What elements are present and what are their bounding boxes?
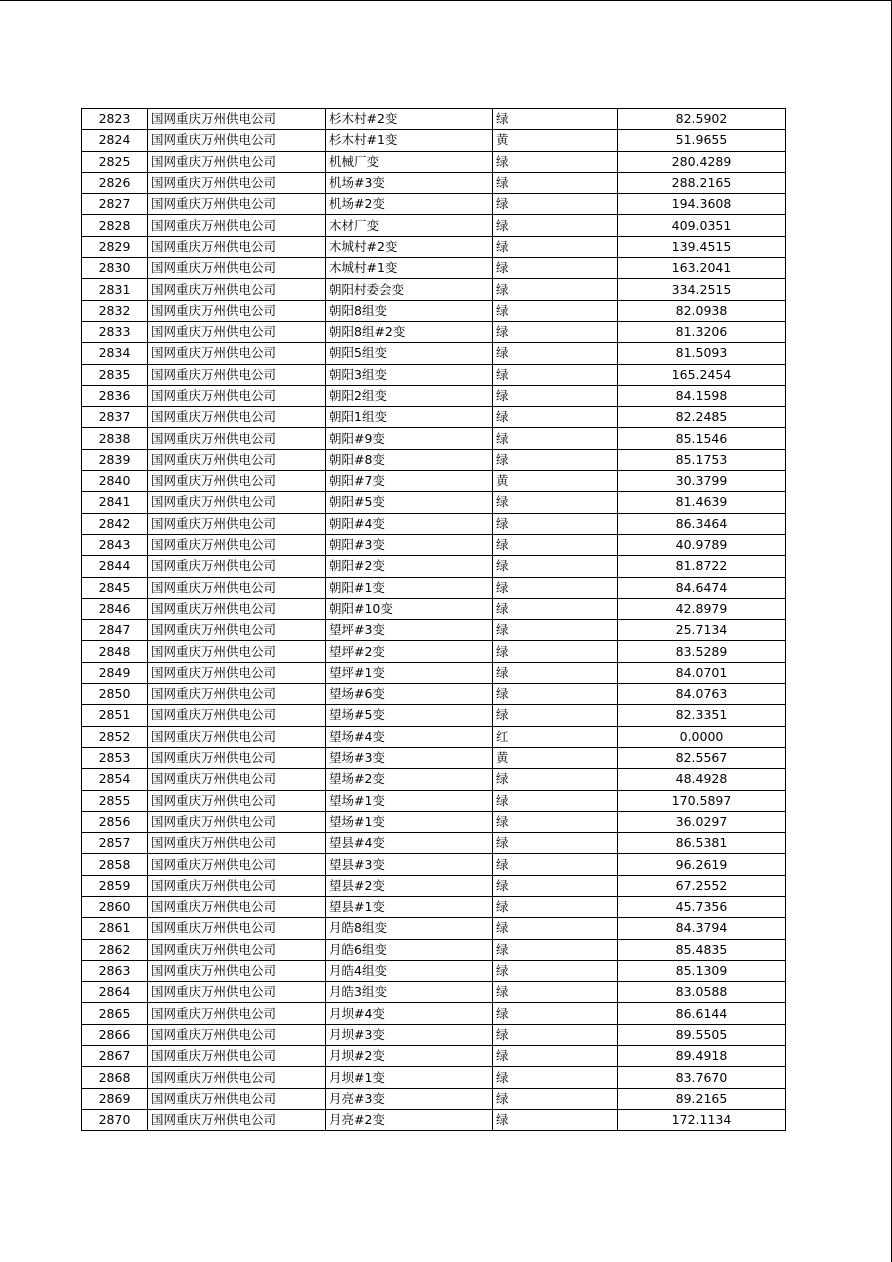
table-row — [82, 705, 786, 726]
table-row — [82, 769, 786, 790]
value-cell: 89.2165 — [618, 1088, 786, 1109]
status-cell: 绿 — [493, 1024, 618, 1045]
transformer-table — [81, 108, 786, 1131]
company-cell: 国网重庆万州供电公司 — [148, 449, 326, 470]
company-cell: 国网重庆万州供电公司 — [148, 896, 326, 917]
company-cell: 国网重庆万州供电公司 — [148, 194, 326, 215]
transformer-name-cell: 朝阳8组变 — [326, 300, 493, 321]
transformer-name-cell: 朝阳#10变 — [326, 598, 493, 619]
row-number-cell: 2824 — [82, 130, 148, 151]
table-row — [82, 982, 786, 1003]
table-row — [82, 1088, 786, 1109]
table-row — [82, 854, 786, 875]
transformer-name-cell: 望坪#1变 — [326, 662, 493, 683]
transformer-name-cell: 望场#2变 — [326, 769, 493, 790]
row-number-cell: 2853 — [82, 747, 148, 768]
status-cell: 绿 — [493, 428, 618, 449]
company-cell: 国网重庆万州供电公司 — [148, 684, 326, 705]
row-number-cell: 2859 — [82, 875, 148, 896]
row-number-cell: 2831 — [82, 279, 148, 300]
status-cell: 绿 — [493, 705, 618, 726]
status-cell: 绿 — [493, 236, 618, 257]
value-cell: 85.1309 — [618, 960, 786, 981]
table-row — [82, 343, 786, 364]
status-cell: 绿 — [493, 1109, 618, 1130]
company-cell: 国网重庆万州供电公司 — [148, 1088, 326, 1109]
transformer-name-cell: 朝阳#2变 — [326, 556, 493, 577]
company-cell: 国网重庆万州供电公司 — [148, 854, 326, 875]
status-cell: 绿 — [493, 321, 618, 342]
company-cell: 国网重庆万州供电公司 — [148, 1024, 326, 1045]
status-cell: 绿 — [493, 279, 618, 300]
row-number-cell: 2870 — [82, 1109, 148, 1130]
row-number-cell: 2861 — [82, 918, 148, 939]
transformer-name-cell: 朝阳#5变 — [326, 492, 493, 513]
company-cell: 国网重庆万州供电公司 — [148, 790, 326, 811]
status-cell: 绿 — [493, 854, 618, 875]
company-cell: 国网重庆万州供电公司 — [148, 577, 326, 598]
table-row — [82, 556, 786, 577]
company-cell: 国网重庆万州供电公司 — [148, 833, 326, 854]
row-number-cell: 2834 — [82, 343, 148, 364]
table-row — [82, 130, 786, 151]
transformer-name-cell: 机场#2变 — [326, 194, 493, 215]
transformer-name-cell: 望场#1变 — [326, 811, 493, 832]
value-cell: 85.1753 — [618, 449, 786, 470]
status-cell: 红 — [493, 726, 618, 747]
company-cell: 国网重庆万州供电公司 — [148, 641, 326, 662]
status-cell: 绿 — [493, 598, 618, 619]
row-number-cell: 2868 — [82, 1067, 148, 1088]
row-number-cell: 2851 — [82, 705, 148, 726]
value-cell: 82.5567 — [618, 747, 786, 768]
value-cell: 194.3608 — [618, 194, 786, 215]
status-cell: 绿 — [493, 364, 618, 385]
table-row — [82, 215, 786, 236]
value-cell: 85.4835 — [618, 939, 786, 960]
value-cell: 96.2619 — [618, 854, 786, 875]
transformer-name-cell: 朝阳5组变 — [326, 343, 493, 364]
transformer-name-cell: 月坝#1变 — [326, 1067, 493, 1088]
company-cell: 国网重庆万州供电公司 — [148, 364, 326, 385]
row-number-cell: 2850 — [82, 684, 148, 705]
value-cell: 89.4918 — [618, 1046, 786, 1067]
value-cell: 84.3794 — [618, 918, 786, 939]
row-number-cell: 2854 — [82, 769, 148, 790]
transformer-name-cell: 望场#1变 — [326, 790, 493, 811]
status-cell: 绿 — [493, 172, 618, 193]
company-cell: 国网重庆万州供电公司 — [148, 1109, 326, 1130]
table-row — [82, 513, 786, 534]
transformer-name-cell: 朝阳#7变 — [326, 471, 493, 492]
value-cell: 81.5093 — [618, 343, 786, 364]
company-cell: 国网重庆万州供电公司 — [148, 321, 326, 342]
status-cell: 绿 — [493, 215, 618, 236]
status-cell: 黄 — [493, 471, 618, 492]
table-row — [82, 684, 786, 705]
status-cell: 绿 — [493, 492, 618, 513]
value-cell: 86.5381 — [618, 833, 786, 854]
status-cell: 绿 — [493, 258, 618, 279]
status-cell: 绿 — [493, 407, 618, 428]
table-row — [82, 960, 786, 981]
table-row — [82, 875, 786, 896]
transformer-name-cell: 望场#6变 — [326, 684, 493, 705]
transformer-name-cell: 月坝#3变 — [326, 1024, 493, 1045]
value-cell: 165.2454 — [618, 364, 786, 385]
table-row — [82, 939, 786, 960]
status-cell: 绿 — [493, 833, 618, 854]
row-number-cell: 2869 — [82, 1088, 148, 1109]
row-number-cell: 2836 — [82, 385, 148, 406]
value-cell: 83.7670 — [618, 1067, 786, 1088]
company-cell: 国网重庆万州供电公司 — [148, 960, 326, 981]
company-cell: 国网重庆万州供电公司 — [148, 705, 326, 726]
company-cell: 国网重庆万州供电公司 — [148, 875, 326, 896]
row-number-cell: 2856 — [82, 811, 148, 832]
table-row — [82, 1046, 786, 1067]
table-row — [82, 1067, 786, 1088]
table-row — [82, 172, 786, 193]
transformer-name-cell: 木城村#1变 — [326, 258, 493, 279]
status-cell: 绿 — [493, 1088, 618, 1109]
value-cell: 82.5902 — [618, 109, 786, 130]
page-top-border — [0, 0, 892, 1]
row-number-cell: 2830 — [82, 258, 148, 279]
row-number-cell: 2832 — [82, 300, 148, 321]
value-cell: 172.1134 — [618, 1109, 786, 1130]
transformer-name-cell: 机场#3变 — [326, 172, 493, 193]
status-cell: 绿 — [493, 109, 618, 130]
table-row — [82, 1109, 786, 1130]
status-cell: 绿 — [493, 790, 618, 811]
status-cell: 绿 — [493, 577, 618, 598]
status-cell: 绿 — [493, 641, 618, 662]
transformer-name-cell: 月坝#2变 — [326, 1046, 493, 1067]
transformer-name-cell: 木材厂变 — [326, 215, 493, 236]
table-body — [82, 109, 786, 1131]
status-cell: 绿 — [493, 918, 618, 939]
table-row — [82, 194, 786, 215]
table-row — [82, 641, 786, 662]
row-number-cell: 2826 — [82, 172, 148, 193]
transformer-name-cell: 望县#4变 — [326, 833, 493, 854]
row-number-cell: 2841 — [82, 492, 148, 513]
value-cell: 36.0297 — [618, 811, 786, 832]
row-number-cell: 2846 — [82, 598, 148, 619]
company-cell: 国网重庆万州供电公司 — [148, 236, 326, 257]
table-row — [82, 258, 786, 279]
value-cell: 139.4515 — [618, 236, 786, 257]
status-cell: 绿 — [493, 556, 618, 577]
row-number-cell: 2838 — [82, 428, 148, 449]
value-cell: 81.4639 — [618, 492, 786, 513]
row-number-cell: 2837 — [82, 407, 148, 428]
status-cell: 绿 — [493, 960, 618, 981]
transformer-name-cell: 机械厂变 — [326, 151, 493, 172]
company-cell: 国网重庆万州供电公司 — [148, 109, 326, 130]
company-cell: 国网重庆万州供电公司 — [148, 428, 326, 449]
value-cell: 84.6474 — [618, 577, 786, 598]
status-cell: 绿 — [493, 385, 618, 406]
transformer-name-cell: 月坝#4变 — [326, 1003, 493, 1024]
row-number-cell: 2829 — [82, 236, 148, 257]
table-row — [82, 279, 786, 300]
value-cell: 409.0351 — [618, 215, 786, 236]
value-cell: 86.3464 — [618, 513, 786, 534]
row-number-cell: 2840 — [82, 471, 148, 492]
status-cell: 绿 — [493, 1046, 618, 1067]
status-cell: 绿 — [493, 684, 618, 705]
table-row — [82, 747, 786, 768]
company-cell: 国网重庆万州供电公司 — [148, 918, 326, 939]
value-cell: 30.3799 — [618, 471, 786, 492]
transformer-name-cell: 望县#3变 — [326, 854, 493, 875]
transformer-name-cell: 朝阳3组变 — [326, 364, 493, 385]
value-cell: 89.5505 — [618, 1024, 786, 1045]
table-row — [82, 1003, 786, 1024]
status-cell: 绿 — [493, 513, 618, 534]
value-cell: 83.0588 — [618, 982, 786, 1003]
company-cell: 国网重庆万州供电公司 — [148, 939, 326, 960]
value-cell: 40.9789 — [618, 534, 786, 555]
company-cell: 国网重庆万州供电公司 — [148, 598, 326, 619]
value-cell: 82.2485 — [618, 407, 786, 428]
status-cell: 绿 — [493, 982, 618, 1003]
value-cell: 82.0938 — [618, 300, 786, 321]
transformer-name-cell: 月皓4组变 — [326, 960, 493, 981]
row-number-cell: 2827 — [82, 194, 148, 215]
table-row — [82, 833, 786, 854]
company-cell: 国网重庆万州供电公司 — [148, 726, 326, 747]
company-cell: 国网重庆万州供电公司 — [148, 1003, 326, 1024]
value-cell: 84.0701 — [618, 662, 786, 683]
company-cell: 国网重庆万州供电公司 — [148, 385, 326, 406]
transformer-name-cell: 望场#5变 — [326, 705, 493, 726]
table-row — [82, 896, 786, 917]
table-row — [82, 407, 786, 428]
transformer-name-cell: 望坪#3变 — [326, 620, 493, 641]
value-cell: 0.0000 — [618, 726, 786, 747]
transformer-name-cell: 朝阳#9变 — [326, 428, 493, 449]
table-row — [82, 151, 786, 172]
table-row — [82, 300, 786, 321]
value-cell: 25.7134 — [618, 620, 786, 641]
company-cell: 国网重庆万州供电公司 — [148, 811, 326, 832]
status-cell: 绿 — [493, 449, 618, 470]
status-cell: 绿 — [493, 896, 618, 917]
row-number-cell: 2852 — [82, 726, 148, 747]
transformer-name-cell: 杉木村#2变 — [326, 109, 493, 130]
status-cell: 黄 — [493, 747, 618, 768]
row-number-cell: 2844 — [82, 556, 148, 577]
transformer-name-cell: 朝阳#1变 — [326, 577, 493, 598]
transformer-name-cell: 望坪#2变 — [326, 641, 493, 662]
table-row — [82, 236, 786, 257]
table-row — [82, 662, 786, 683]
value-cell: 280.4289 — [618, 151, 786, 172]
value-cell: 84.1598 — [618, 385, 786, 406]
row-number-cell: 2835 — [82, 364, 148, 385]
row-number-cell: 2858 — [82, 854, 148, 875]
transformer-name-cell: 朝阳村委会变 — [326, 279, 493, 300]
status-cell: 绿 — [493, 875, 618, 896]
value-cell: 84.0763 — [618, 684, 786, 705]
row-number-cell: 2860 — [82, 896, 148, 917]
row-number-cell: 2866 — [82, 1024, 148, 1045]
status-cell: 绿 — [493, 194, 618, 215]
row-number-cell: 2863 — [82, 960, 148, 981]
row-number-cell: 2849 — [82, 662, 148, 683]
transformer-name-cell: 月皓8组变 — [326, 918, 493, 939]
company-cell: 国网重庆万州供电公司 — [148, 492, 326, 513]
row-number-cell: 2823 — [82, 109, 148, 130]
value-cell: 82.3351 — [618, 705, 786, 726]
table-row — [82, 471, 786, 492]
company-cell: 国网重庆万州供电公司 — [148, 1046, 326, 1067]
row-number-cell: 2848 — [82, 641, 148, 662]
status-cell: 绿 — [493, 769, 618, 790]
status-cell: 绿 — [493, 343, 618, 364]
table-row — [82, 598, 786, 619]
value-cell: 334.2515 — [618, 279, 786, 300]
company-cell: 国网重庆万州供电公司 — [148, 1067, 326, 1088]
status-cell: 绿 — [493, 1003, 618, 1024]
transformer-name-cell: 望场#4变 — [326, 726, 493, 747]
table-row — [82, 918, 786, 939]
table-row — [82, 726, 786, 747]
row-number-cell: 2864 — [82, 982, 148, 1003]
transformer-name-cell: 月皓3组变 — [326, 982, 493, 1003]
company-cell: 国网重庆万州供电公司 — [148, 471, 326, 492]
status-cell: 绿 — [493, 939, 618, 960]
row-number-cell: 2833 — [82, 321, 148, 342]
value-cell: 85.1546 — [618, 428, 786, 449]
value-cell: 83.5289 — [618, 641, 786, 662]
transformer-name-cell: 朝阳2组变 — [326, 385, 493, 406]
value-cell: 86.6144 — [618, 1003, 786, 1024]
table-row — [82, 811, 786, 832]
row-number-cell: 2828 — [82, 215, 148, 236]
transformer-name-cell: 杉木村#1变 — [326, 130, 493, 151]
status-cell: 绿 — [493, 300, 618, 321]
company-cell: 国网重庆万州供电公司 — [148, 172, 326, 193]
company-cell: 国网重庆万州供电公司 — [148, 343, 326, 364]
row-number-cell: 2855 — [82, 790, 148, 811]
row-number-cell: 2862 — [82, 939, 148, 960]
value-cell: 48.4928 — [618, 769, 786, 790]
company-cell: 国网重庆万州供电公司 — [148, 769, 326, 790]
table-row — [82, 620, 786, 641]
row-number-cell: 2847 — [82, 620, 148, 641]
value-cell: 51.9655 — [618, 130, 786, 151]
row-number-cell: 2857 — [82, 833, 148, 854]
table-row — [82, 109, 786, 130]
table-row — [82, 1024, 786, 1045]
status-cell: 绿 — [493, 1067, 618, 1088]
company-cell: 国网重庆万州供电公司 — [148, 747, 326, 768]
value-cell: 81.8722 — [618, 556, 786, 577]
company-cell: 国网重庆万州供电公司 — [148, 258, 326, 279]
company-cell: 国网重庆万州供电公司 — [148, 620, 326, 641]
transformer-name-cell: 朝阳1组变 — [326, 407, 493, 428]
transformer-name-cell: 望县#2变 — [326, 875, 493, 896]
value-cell: 42.8979 — [618, 598, 786, 619]
row-number-cell: 2843 — [82, 534, 148, 555]
value-cell: 163.2041 — [618, 258, 786, 279]
value-cell: 288.2165 — [618, 172, 786, 193]
value-cell: 67.2552 — [618, 875, 786, 896]
transformer-name-cell: 月亮#3变 — [326, 1088, 493, 1109]
row-number-cell: 2825 — [82, 151, 148, 172]
status-cell: 黄 — [493, 130, 618, 151]
value-cell: 45.7356 — [618, 896, 786, 917]
table-row — [82, 428, 786, 449]
transformer-name-cell: 朝阳#3变 — [326, 534, 493, 555]
transformer-name-cell: 望县#1变 — [326, 896, 493, 917]
status-cell: 绿 — [493, 620, 618, 641]
company-cell: 国网重庆万州供电公司 — [148, 534, 326, 555]
company-cell: 国网重庆万州供电公司 — [148, 151, 326, 172]
status-cell: 绿 — [493, 811, 618, 832]
status-cell: 绿 — [493, 151, 618, 172]
table-row — [82, 321, 786, 342]
company-cell: 国网重庆万州供电公司 — [148, 982, 326, 1003]
company-cell: 国网重庆万州供电公司 — [148, 662, 326, 683]
transformer-name-cell: 朝阳#4变 — [326, 513, 493, 534]
table-row — [82, 492, 786, 513]
row-number-cell: 2867 — [82, 1046, 148, 1067]
status-cell: 绿 — [493, 662, 618, 683]
table-row — [82, 364, 786, 385]
transformer-name-cell: 木城村#2变 — [326, 236, 493, 257]
row-number-cell: 2842 — [82, 513, 148, 534]
company-cell: 国网重庆万州供电公司 — [148, 513, 326, 534]
row-number-cell: 2845 — [82, 577, 148, 598]
company-cell: 国网重庆万州供电公司 — [148, 215, 326, 236]
table-row — [82, 385, 786, 406]
company-cell: 国网重庆万州供电公司 — [148, 279, 326, 300]
company-cell: 国网重庆万州供电公司 — [148, 130, 326, 151]
transformer-name-cell: 朝阳#8变 — [326, 449, 493, 470]
company-cell: 国网重庆万州供电公司 — [148, 407, 326, 428]
value-cell: 81.3206 — [618, 321, 786, 342]
transformer-name-cell: 月亮#2变 — [326, 1109, 493, 1130]
transformer-name-cell: 月皓6组变 — [326, 939, 493, 960]
transformer-name-cell: 望场#3变 — [326, 747, 493, 768]
value-cell: 170.5897 — [618, 790, 786, 811]
table-row — [82, 534, 786, 555]
table-row — [82, 790, 786, 811]
table-row — [82, 577, 786, 598]
table-row — [82, 449, 786, 470]
status-cell: 绿 — [493, 534, 618, 555]
transformer-name-cell: 朝阳8组#2变 — [326, 321, 493, 342]
row-number-cell: 2839 — [82, 449, 148, 470]
row-number-cell: 2865 — [82, 1003, 148, 1024]
company-cell: 国网重庆万州供电公司 — [148, 300, 326, 321]
company-cell: 国网重庆万州供电公司 — [148, 556, 326, 577]
